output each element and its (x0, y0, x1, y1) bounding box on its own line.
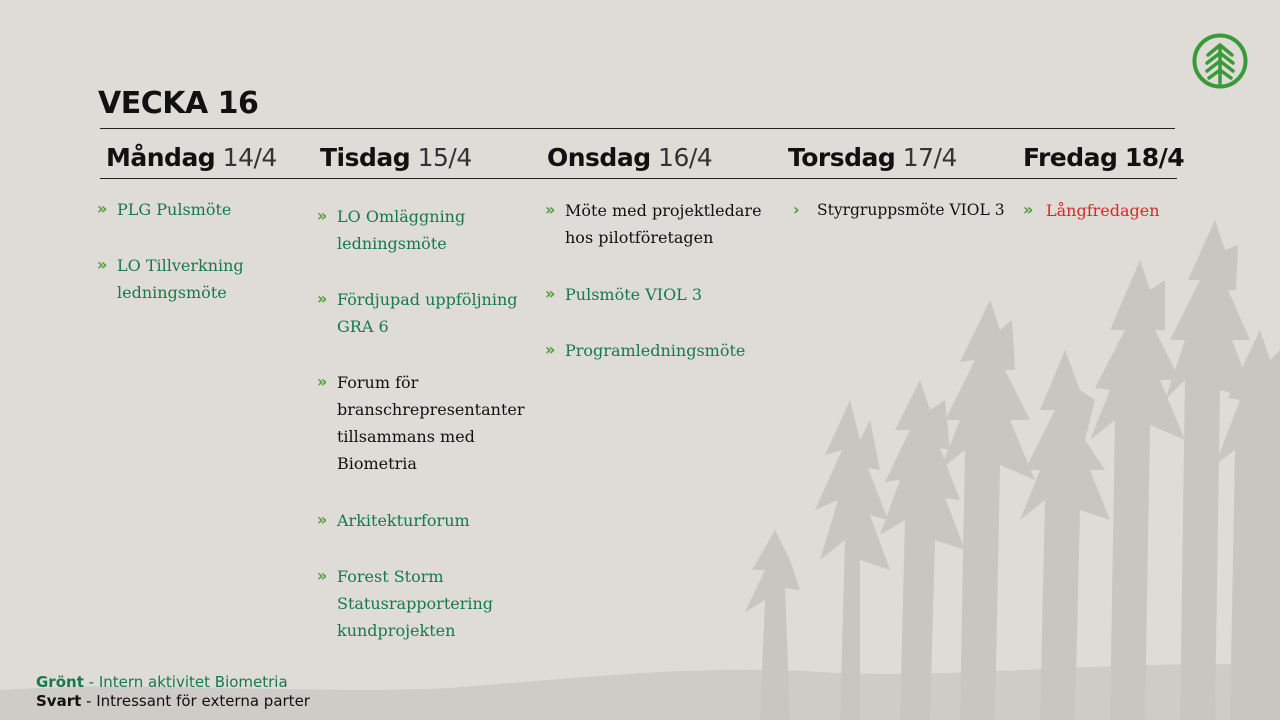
day-name: Tisdag (320, 143, 411, 172)
item-text: Arkitekturforum (337, 511, 470, 530)
day-date: 18/4 (1124, 143, 1185, 172)
day-header-tuesday (320, 143, 472, 172)
title-divider (100, 128, 1175, 129)
page-title: VECKA 16 (98, 86, 259, 121)
day-name: Måndag (106, 143, 216, 172)
day-header-wednesday (547, 143, 712, 172)
day-date: 17/4 (902, 143, 957, 172)
tree-logo-icon (1190, 31, 1250, 91)
chevron-right-icon: » (317, 372, 328, 391)
legend-green (36, 673, 288, 691)
list-item (317, 203, 532, 257)
day-date: 16/4 (658, 143, 713, 172)
item-text: Långfredagen (1046, 201, 1160, 220)
chevron-right-icon: » (545, 340, 556, 359)
list-item (545, 197, 775, 251)
chevron-right-icon: » (545, 200, 556, 219)
day-header-monday (106, 143, 277, 172)
column-wednesday (545, 197, 775, 364)
list-item (545, 337, 775, 364)
chevron-right-icon: » (545, 284, 556, 303)
day-date: 15/4 (417, 143, 472, 172)
legend-key: Svart (36, 692, 82, 710)
chevron-right-icon: » (1023, 200, 1034, 219)
chevron-right-icon: » (317, 206, 328, 225)
day-name: Fredag (1023, 143, 1118, 172)
list-item (317, 563, 507, 644)
column-friday (1023, 197, 1223, 224)
legend-black (36, 692, 310, 710)
legend-key: Grönt (36, 673, 84, 691)
chevron-right-icon: » (317, 510, 328, 529)
list-item (97, 252, 297, 306)
item-text: Fördjupad uppföljning GRA 6 (337, 290, 518, 336)
item-text: Möte med projektledare hos pilotföretagen (565, 201, 762, 247)
list-item (317, 286, 532, 340)
chevron-right-icon: » (97, 199, 108, 218)
list-item (1023, 197, 1223, 224)
legend-desc: - Intressant för externa parter (81, 692, 310, 710)
day-date: 14/4 (222, 143, 277, 172)
item-text: Styrgruppsmöte VIOL 3 (817, 201, 1005, 219)
header-divider (100, 178, 1177, 179)
item-text: Forest Storm Statusrapportering kundprojekten (337, 567, 494, 640)
chevron-right-icon: » (317, 289, 328, 308)
day-header-friday (1023, 143, 1184, 172)
item-text: Forum för branschrepresentanter tillsammans med Biometria (337, 373, 525, 473)
item-text: Programledningsmöte (565, 341, 746, 360)
item-text: LO Tillverkning ledningsmöte (117, 256, 244, 302)
legend-desc: - Intern aktivitet Biometria (83, 673, 288, 691)
item-text: LO Omläggning ledningsmöte (337, 207, 466, 253)
day-header-thursday (788, 143, 957, 172)
column-thursday (793, 197, 1023, 224)
list-item (317, 507, 532, 534)
day-name: Torsdag (788, 143, 896, 172)
chevron-right-icon: › (793, 200, 800, 219)
item-text: Pulsmöte VIOL 3 (565, 285, 703, 304)
list-item (545, 281, 775, 308)
chevron-right-icon: » (97, 255, 108, 274)
item-text: PLG Pulsmöte (117, 200, 232, 219)
day-name: Onsdag (547, 143, 651, 172)
column-monday (97, 196, 297, 306)
list-item (317, 369, 532, 477)
list-item (97, 196, 297, 223)
column-tuesday (317, 203, 532, 644)
list-item (793, 197, 1023, 224)
chevron-right-icon: » (317, 566, 328, 585)
